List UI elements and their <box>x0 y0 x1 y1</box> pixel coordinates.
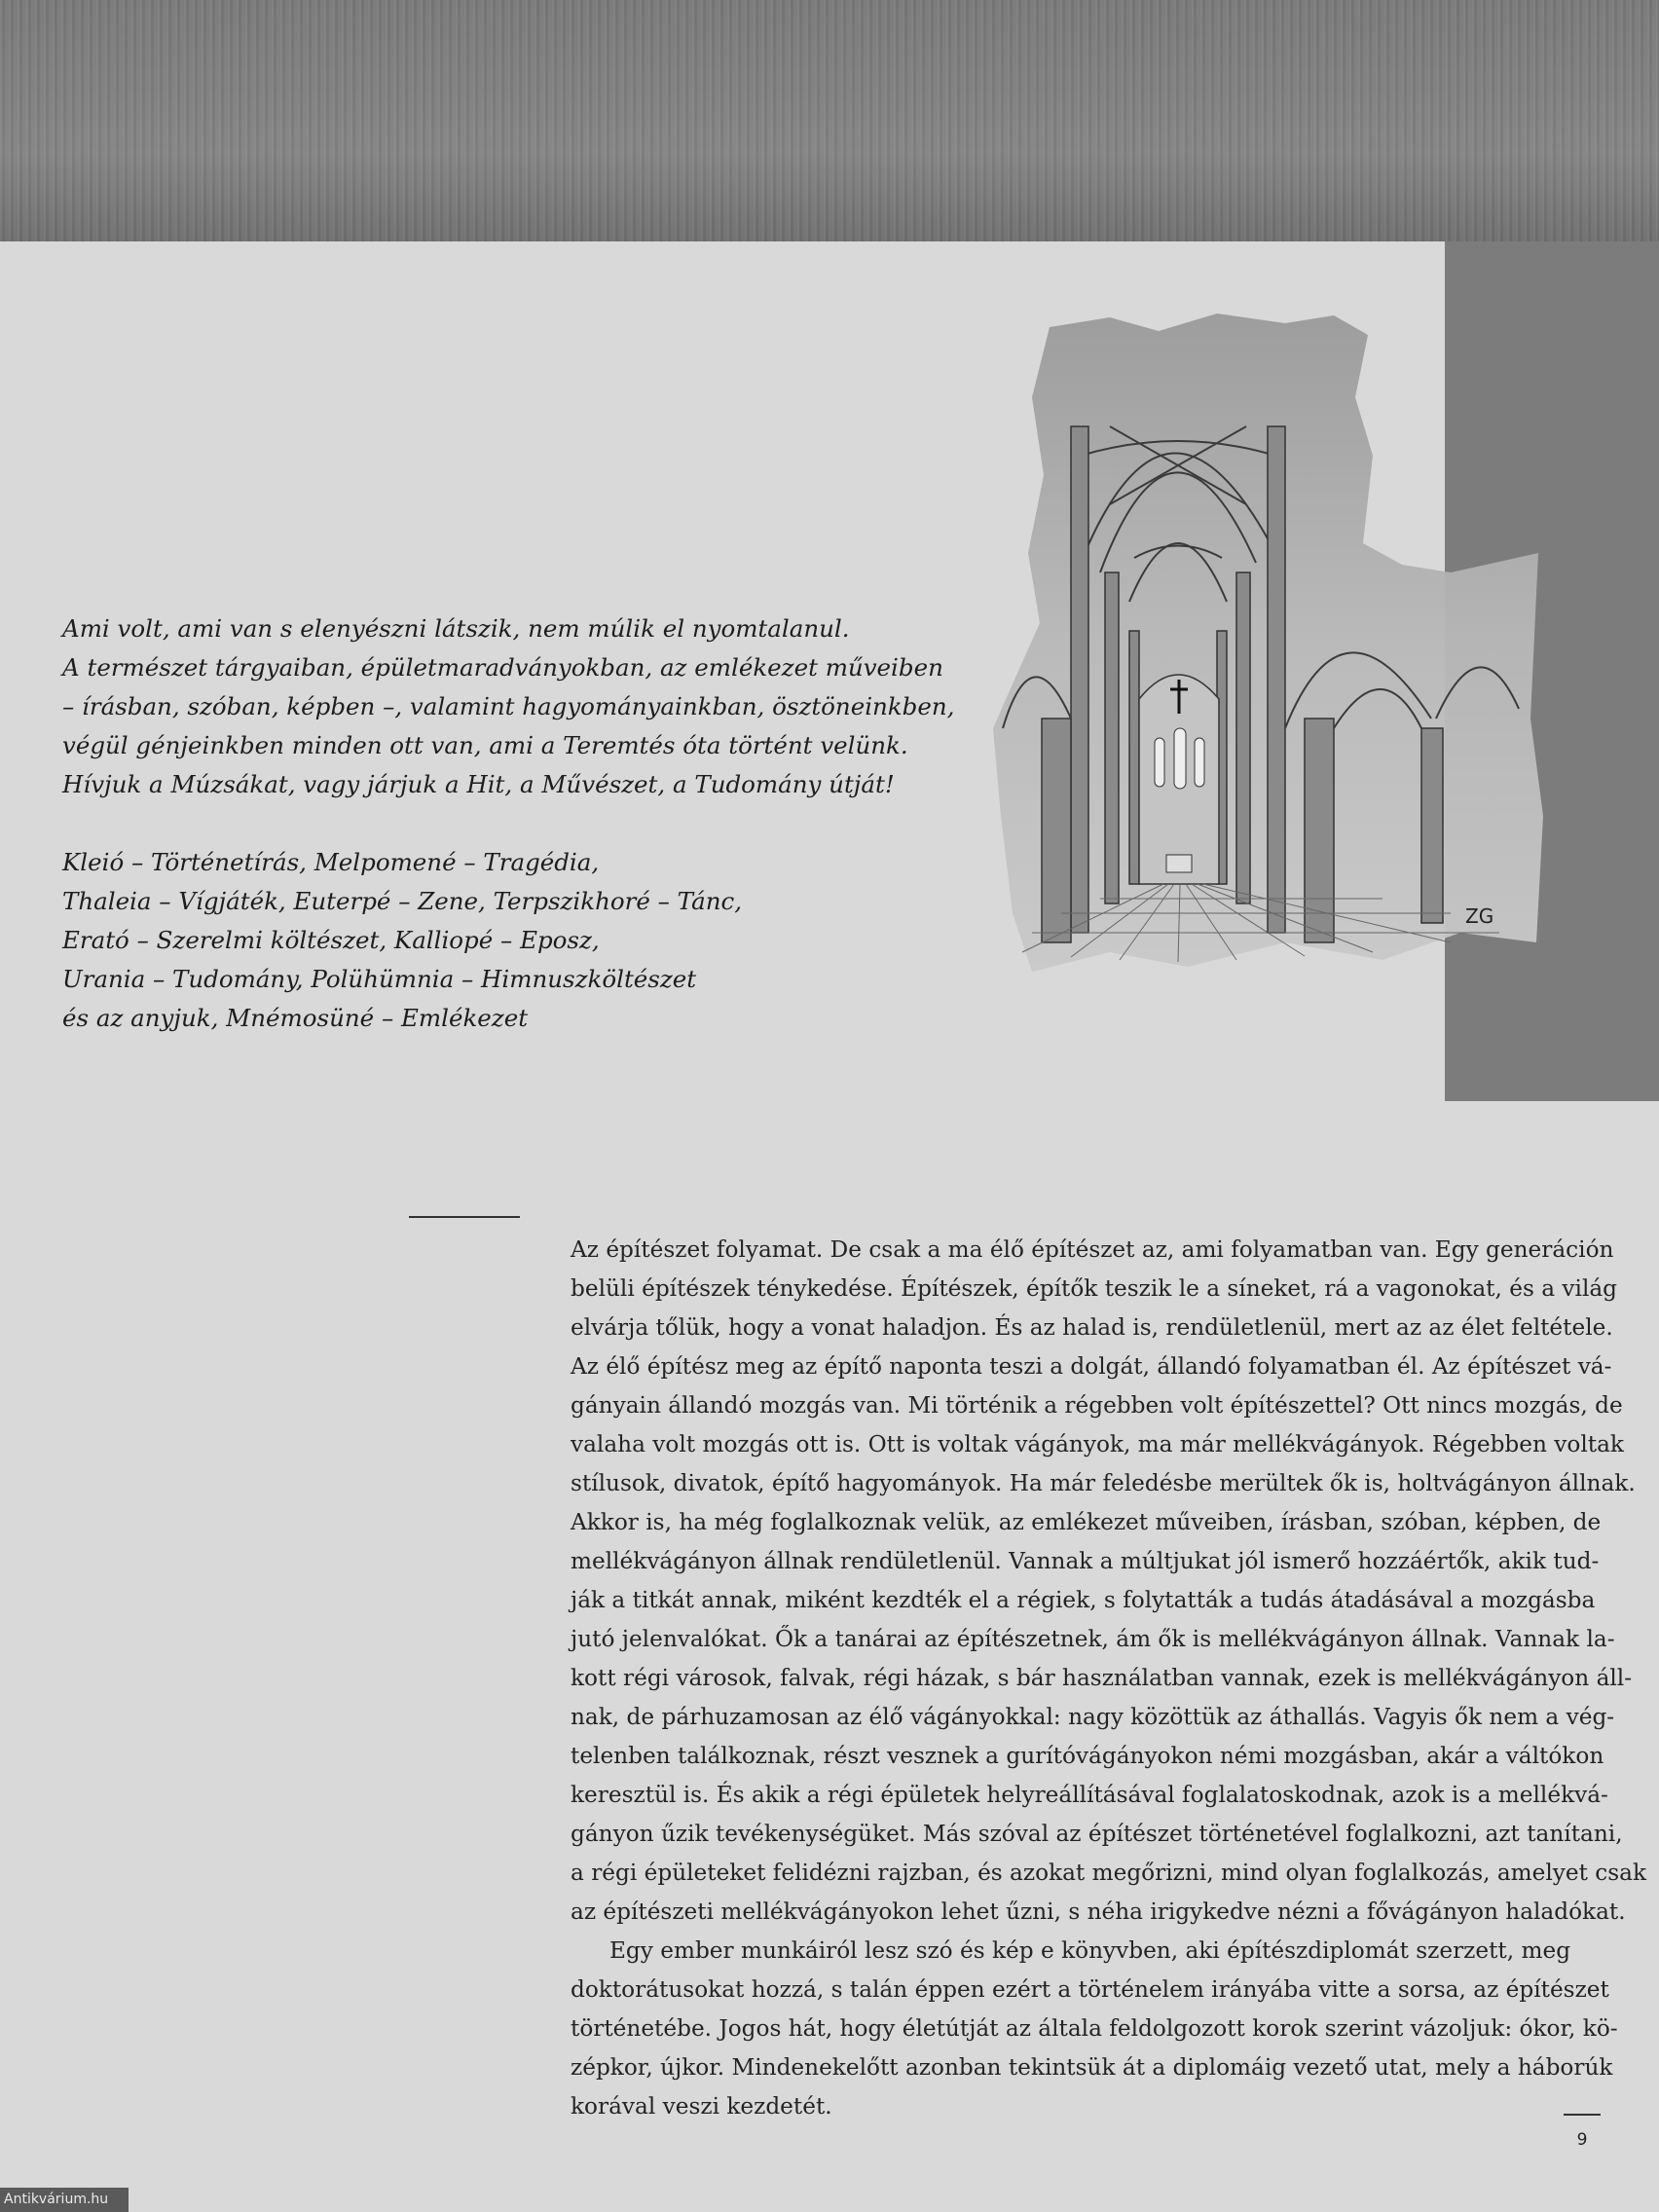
quote-line: – írásban, szóban, képben –, valamint hagyományainkban, ösztöneinkben, <box>62 692 955 720</box>
paragraph-line: ják a titkát annak, miként kezdték el a régiek, s folytatták a tudás átadásával a mozgásba <box>571 1587 1596 1613</box>
paragraph-line: nak, de párhuzamosan az élő vágányokkal: nagy közöttük az áthallás. Vagyis ők nem a vég- <box>571 1704 1615 1730</box>
church-interior-drawing <box>993 310 1543 972</box>
paragraph-line: az építészeti mellékvágányokon lehet űzni, s néha irigykedve nézni a fővágányon haladókat. <box>571 1899 1626 1925</box>
page-number: 9 <box>1576 2130 1588 2150</box>
paragraph-line: stílusok, divatok, építő hagyományok. Ha már feledésbe merültek ők is, holtvágányon állnak. <box>571 1470 1636 1496</box>
muses-line: Erató – Szerelmi költészet, Kalliopé – Eposz, <box>62 926 600 954</box>
muses-line: Urania – Tudomány, Polühümnia – Himnuszköltészet <box>62 965 697 993</box>
paragraph-line: korával veszi kezdetét. <box>571 2093 832 2120</box>
paragraph-line: jutó jelenvalókat. Ők a tanárai az építészetnek, ám ők is mellékvágányon állnak. Vannak la- <box>571 1626 1615 1652</box>
paragraph-line: mellékvágányon állnak rendületlenül. Vannak a múltjukat jól ismerő hozzáértők, akik tud- <box>571 1548 1600 1574</box>
watermark: Antikvárium.hu <box>0 2188 129 2212</box>
paragraph-line: gányain állandó mozgás van. Mi történik a régebben volt építészettel? Ott nincs mozgás, de <box>571 1392 1623 1419</box>
paragraph-line: doktorátusokat hozzá, s talán éppen ezért a történelem irányába vitte a sorsa, az építészet <box>571 1976 1609 2003</box>
wooden-background <box>0 0 1659 255</box>
paragraph-line: kott régi városok, falvak, régi házak, s bár használatban vannak, ezek is mellékvágányon áll- <box>571 1665 1633 1691</box>
paragraph-line: valaha volt mozgás ott is. Ott is voltak vágányok, ma már mellékvágányok. Régebben voltak <box>571 1431 1624 1457</box>
book-page <box>0 241 1659 2212</box>
quote-line: végül génjeinkben minden ott van, ami a Teremtés óta történt velünk. <box>62 731 908 759</box>
quote-line: Ami volt, ami van s elenyészni látszik, nem múlik el nyomtalanul. <box>62 614 850 643</box>
quote-block <box>62 609 997 1038</box>
paragraph-line: zépkor, újkor. Mindenekelőtt azonban tekintsük át a diplomáig vezető utat, mely a háborúk <box>571 2054 1613 2081</box>
muses-line: Thaleia – Vígjáték, Euterpé – Zene, Terpszikhoré – Tánc, <box>62 887 743 915</box>
body-text <box>571 1231 1647 2126</box>
paragraph-line: Az építészet folyamat. De csak a ma élő építészet az, ami folyamatban van. Egy generáción <box>571 1236 1614 1263</box>
paragraph-line: keresztül is. És akik a régi épületek helyreállításával foglalatoskodnak, azok is a mellékvá- <box>571 1782 1608 1808</box>
paragraph-line: Akkor is, ha még foglalkoznak velük, az emlékezet műveiben, írásban, szóban, képben, de <box>571 1509 1602 1535</box>
paragraph-line: elvárja tőlük, hogy a vonat haladjon. És az halad is, rendületlenül, mert az az élet feltétele. <box>571 1314 1613 1341</box>
page-number-rule <box>1564 2114 1601 2116</box>
muses-line: Kleió – Történetírás, Melpomené – Tragédia, <box>62 848 600 876</box>
paragraph-line: telenben találkoznak, részt vesznek a gurítóvágányokon némi mozgásban, akár a váltókon <box>571 1743 1604 1769</box>
paragraph-line: Egy ember munkáiról lesz szó és kép e könyvben, aki építészdiplomát szerzett, meg <box>609 1937 1571 1964</box>
artist-signature: ZG <box>1465 904 1494 928</box>
muses-line: és az anyjuk, Mnémosüné – Emlékezet <box>62 1004 529 1032</box>
paragraph-line: történetébe. Jogos hát, hogy életútját az általa feldolgozott korok szerint vázoljuk: ókor, kö- <box>571 2015 1618 2042</box>
paragraph-line: a régi épületeket felidézni rajzban, és azokat megőrizni, mind olyan foglalkozás, amelyet csak <box>571 1860 1647 1886</box>
paragraph-line: gányon űzik tevékenységüket. Más szóval az építészet történetével foglalkozni, azt tanítani, <box>571 1821 1623 1847</box>
quote-line: A természet tárgyaiban, épületmaradványokban, az emlékezet műveiben <box>62 653 943 682</box>
paragraph-line: Az élő építész meg az építő naponta teszi a dolgát, állandó folyamatban él. Az építészet vá- <box>571 1353 1612 1380</box>
paragraph-line: belüli építészek ténykedése. Építészek, építők teszik le a síneket, rá a vagonokat, és a világ <box>571 1275 1618 1302</box>
section-rule <box>409 1216 520 1218</box>
quote-line: Hívjuk a Múzsákat, vagy járjuk a Hit, a Művészet, a Tudomány útját! <box>62 770 895 798</box>
